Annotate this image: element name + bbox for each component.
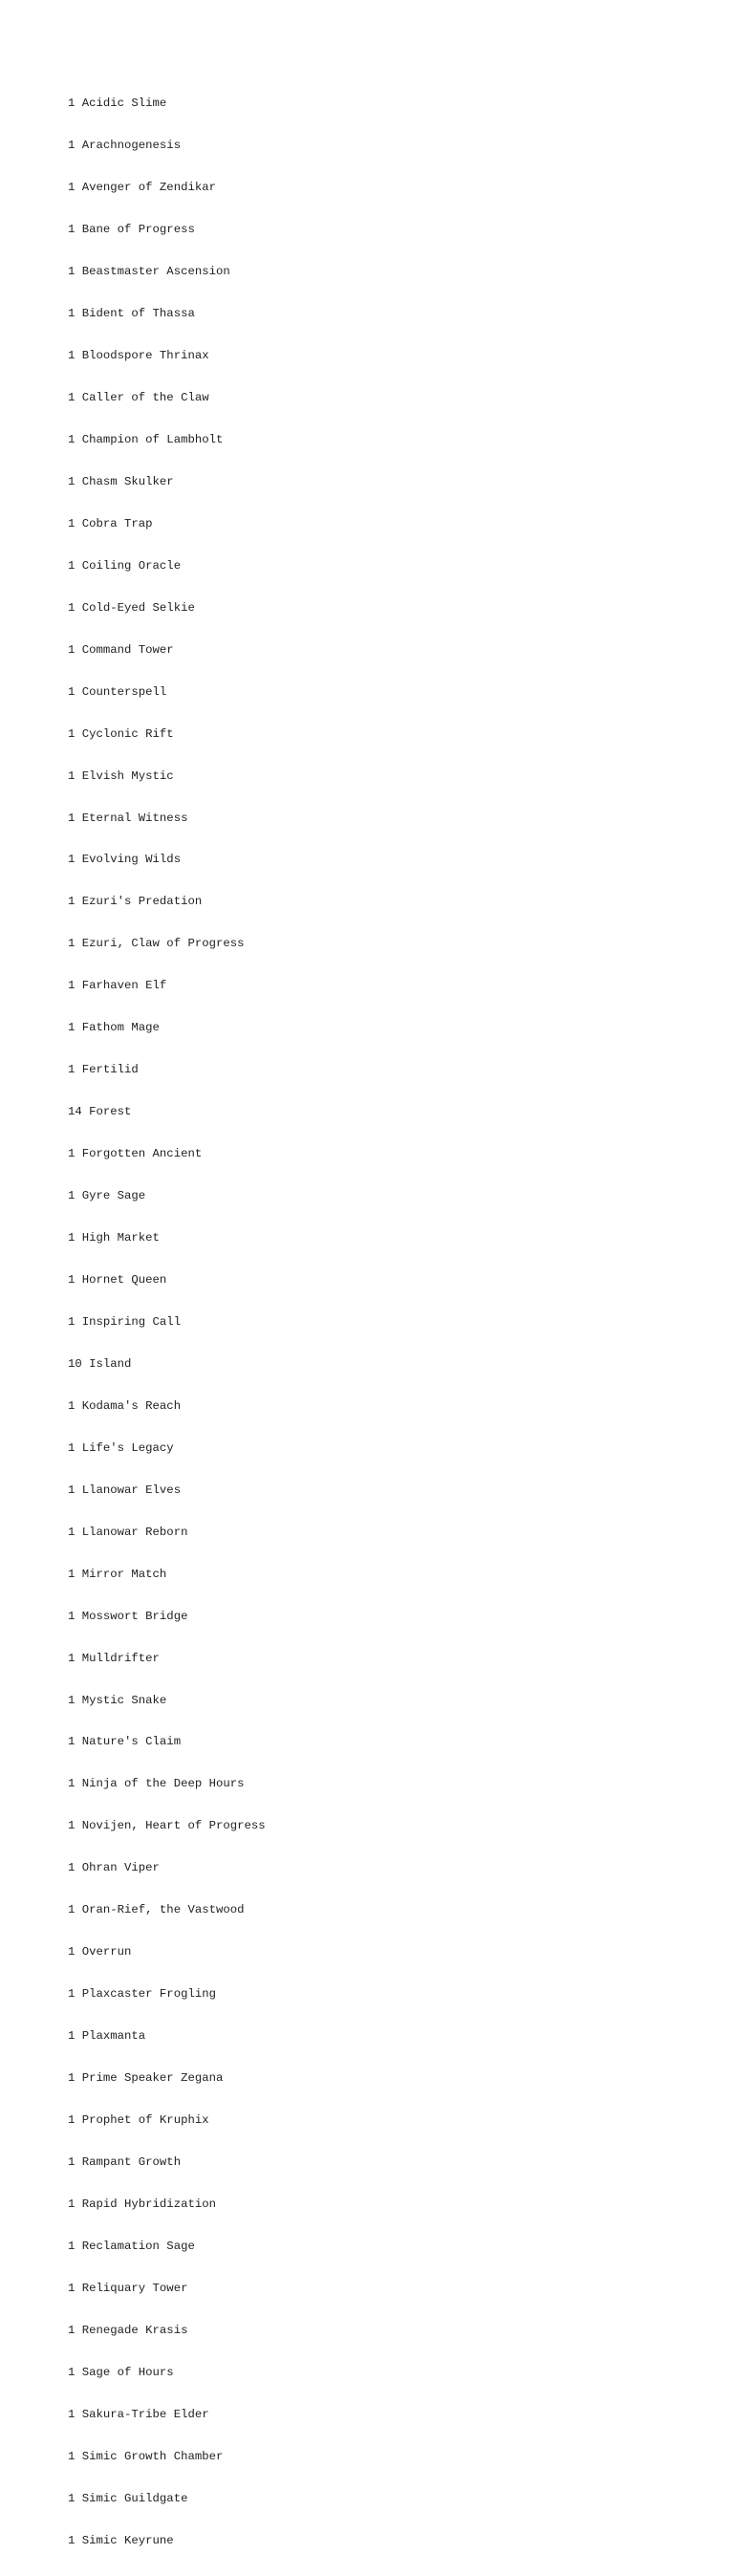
deck-line: 1 Fathom Mage — [68, 1021, 160, 1035]
deck-line: 1 Cold-Eyed Selkie — [68, 600, 195, 615]
deck-line: 1 Novijen, Heart of Progress — [68, 1819, 266, 1833]
deck-line: 1 Ninja of the Deep Hours — [68, 1777, 245, 1791]
deck-line: 1 Bloodspore Thrinax — [68, 349, 209, 363]
deck-line: 1 Rapid Hybridization — [68, 2197, 216, 2211]
deck-line: 1 Arachnogenesis — [68, 139, 182, 153]
deck-list — [68, 69, 266, 2576]
deck-line: 1 Renegade Krasis — [68, 2323, 188, 2337]
deck-line: 1 Evolving Wilds — [68, 853, 182, 867]
deck-line: 1 Champion of Lambholt — [68, 432, 224, 446]
deck-line: 1 Overrun — [68, 1945, 132, 1959]
deck-line: 1 Caller of the Claw — [68, 390, 209, 404]
deck-line: 1 Rampant Growth — [68, 2155, 182, 2170]
deck-line: 1 Eternal Witness — [68, 811, 188, 825]
deck-line: 1 Sage of Hours — [68, 2365, 174, 2379]
deck-line: 1 Life's Legacy — [68, 1440, 174, 1455]
deck-line: 1 Llanowar Reborn — [68, 1525, 188, 1539]
deck-line: 1 Ohran Viper — [68, 1861, 160, 1875]
deck-line: 1 Acidic Slime — [68, 97, 167, 111]
deck-line: 1 Reclamation Sage — [68, 2239, 195, 2253]
deck-line: 1 Prime Speaker Zegana — [68, 2071, 224, 2086]
deck-line: 1 Plaxmanta — [68, 2029, 146, 2044]
deck-line: 1 Ezuri's Predation — [68, 895, 203, 909]
deck-line: 1 Prophet of Kruphix — [68, 2113, 209, 2128]
deck-line: 1 Mirror Match — [68, 1567, 167, 1581]
deck-line: 1 Bident of Thassa — [68, 307, 195, 321]
deck-line: 1 Llanowar Elves — [68, 1483, 182, 1497]
deck-line: 1 Simic Growth Chamber — [68, 2449, 224, 2463]
deck-line: 1 Mystic Snake — [68, 1693, 167, 1707]
deck-line: 1 Simic Guildgate — [68, 2491, 188, 2505]
deck-line: 1 Mulldrifter — [68, 1651, 160, 1665]
deck-line: 1 Inspiring Call — [68, 1314, 182, 1329]
deck-line: 1 Farhaven Elf — [68, 979, 167, 993]
deck-line: 1 Hornet Queen — [68, 1273, 167, 1287]
deck-line: 1 Cobra Trap — [68, 516, 153, 530]
deck-line: 1 Nature's Claim — [68, 1735, 182, 1749]
deck-line: 1 Oran-Rief, the Vastwood — [68, 1903, 245, 1917]
deck-line: 1 Counterspell — [68, 684, 167, 699]
deck-line: 1 Command Tower — [68, 642, 174, 657]
deck-line: 1 Avenger of Zendikar — [68, 181, 216, 195]
deck-line: 1 Cyclonic Rift — [68, 726, 174, 741]
deck-line: 1 Beastmaster Ascension — [68, 265, 230, 279]
deck-line: 14 Forest — [68, 1105, 132, 1119]
deck-line: 10 Island — [68, 1356, 132, 1371]
deck-line: 1 Sakura-Tribe Elder — [68, 2407, 209, 2421]
deck-line: 1 Chasm Skulker — [68, 474, 174, 488]
deck-line: 1 Gyre Sage — [68, 1189, 146, 1203]
deck-line: 1 Plaxcaster Frogling — [68, 1987, 216, 2002]
deck-line: 1 Elvish Mystic — [68, 768, 174, 783]
deck-line: 1 Coiling Oracle — [68, 558, 182, 573]
deck-line: 1 Fertilid — [68, 1063, 139, 1077]
deck-line: 1 Kodama's Reach — [68, 1398, 182, 1413]
deck-line: 1 Forgotten Ancient — [68, 1147, 203, 1161]
deck-line: 1 High Market — [68, 1231, 160, 1245]
deck-line: 1 Bane of Progress — [68, 223, 195, 237]
deck-line: 1 Simic Keyrune — [68, 2533, 174, 2547]
deck-line: 1 Ezuri, Claw of Progress — [68, 937, 245, 951]
deck-line: 1 Reliquary Tower — [68, 2281, 188, 2295]
deck-line: 1 Mosswort Bridge — [68, 1609, 188, 1623]
